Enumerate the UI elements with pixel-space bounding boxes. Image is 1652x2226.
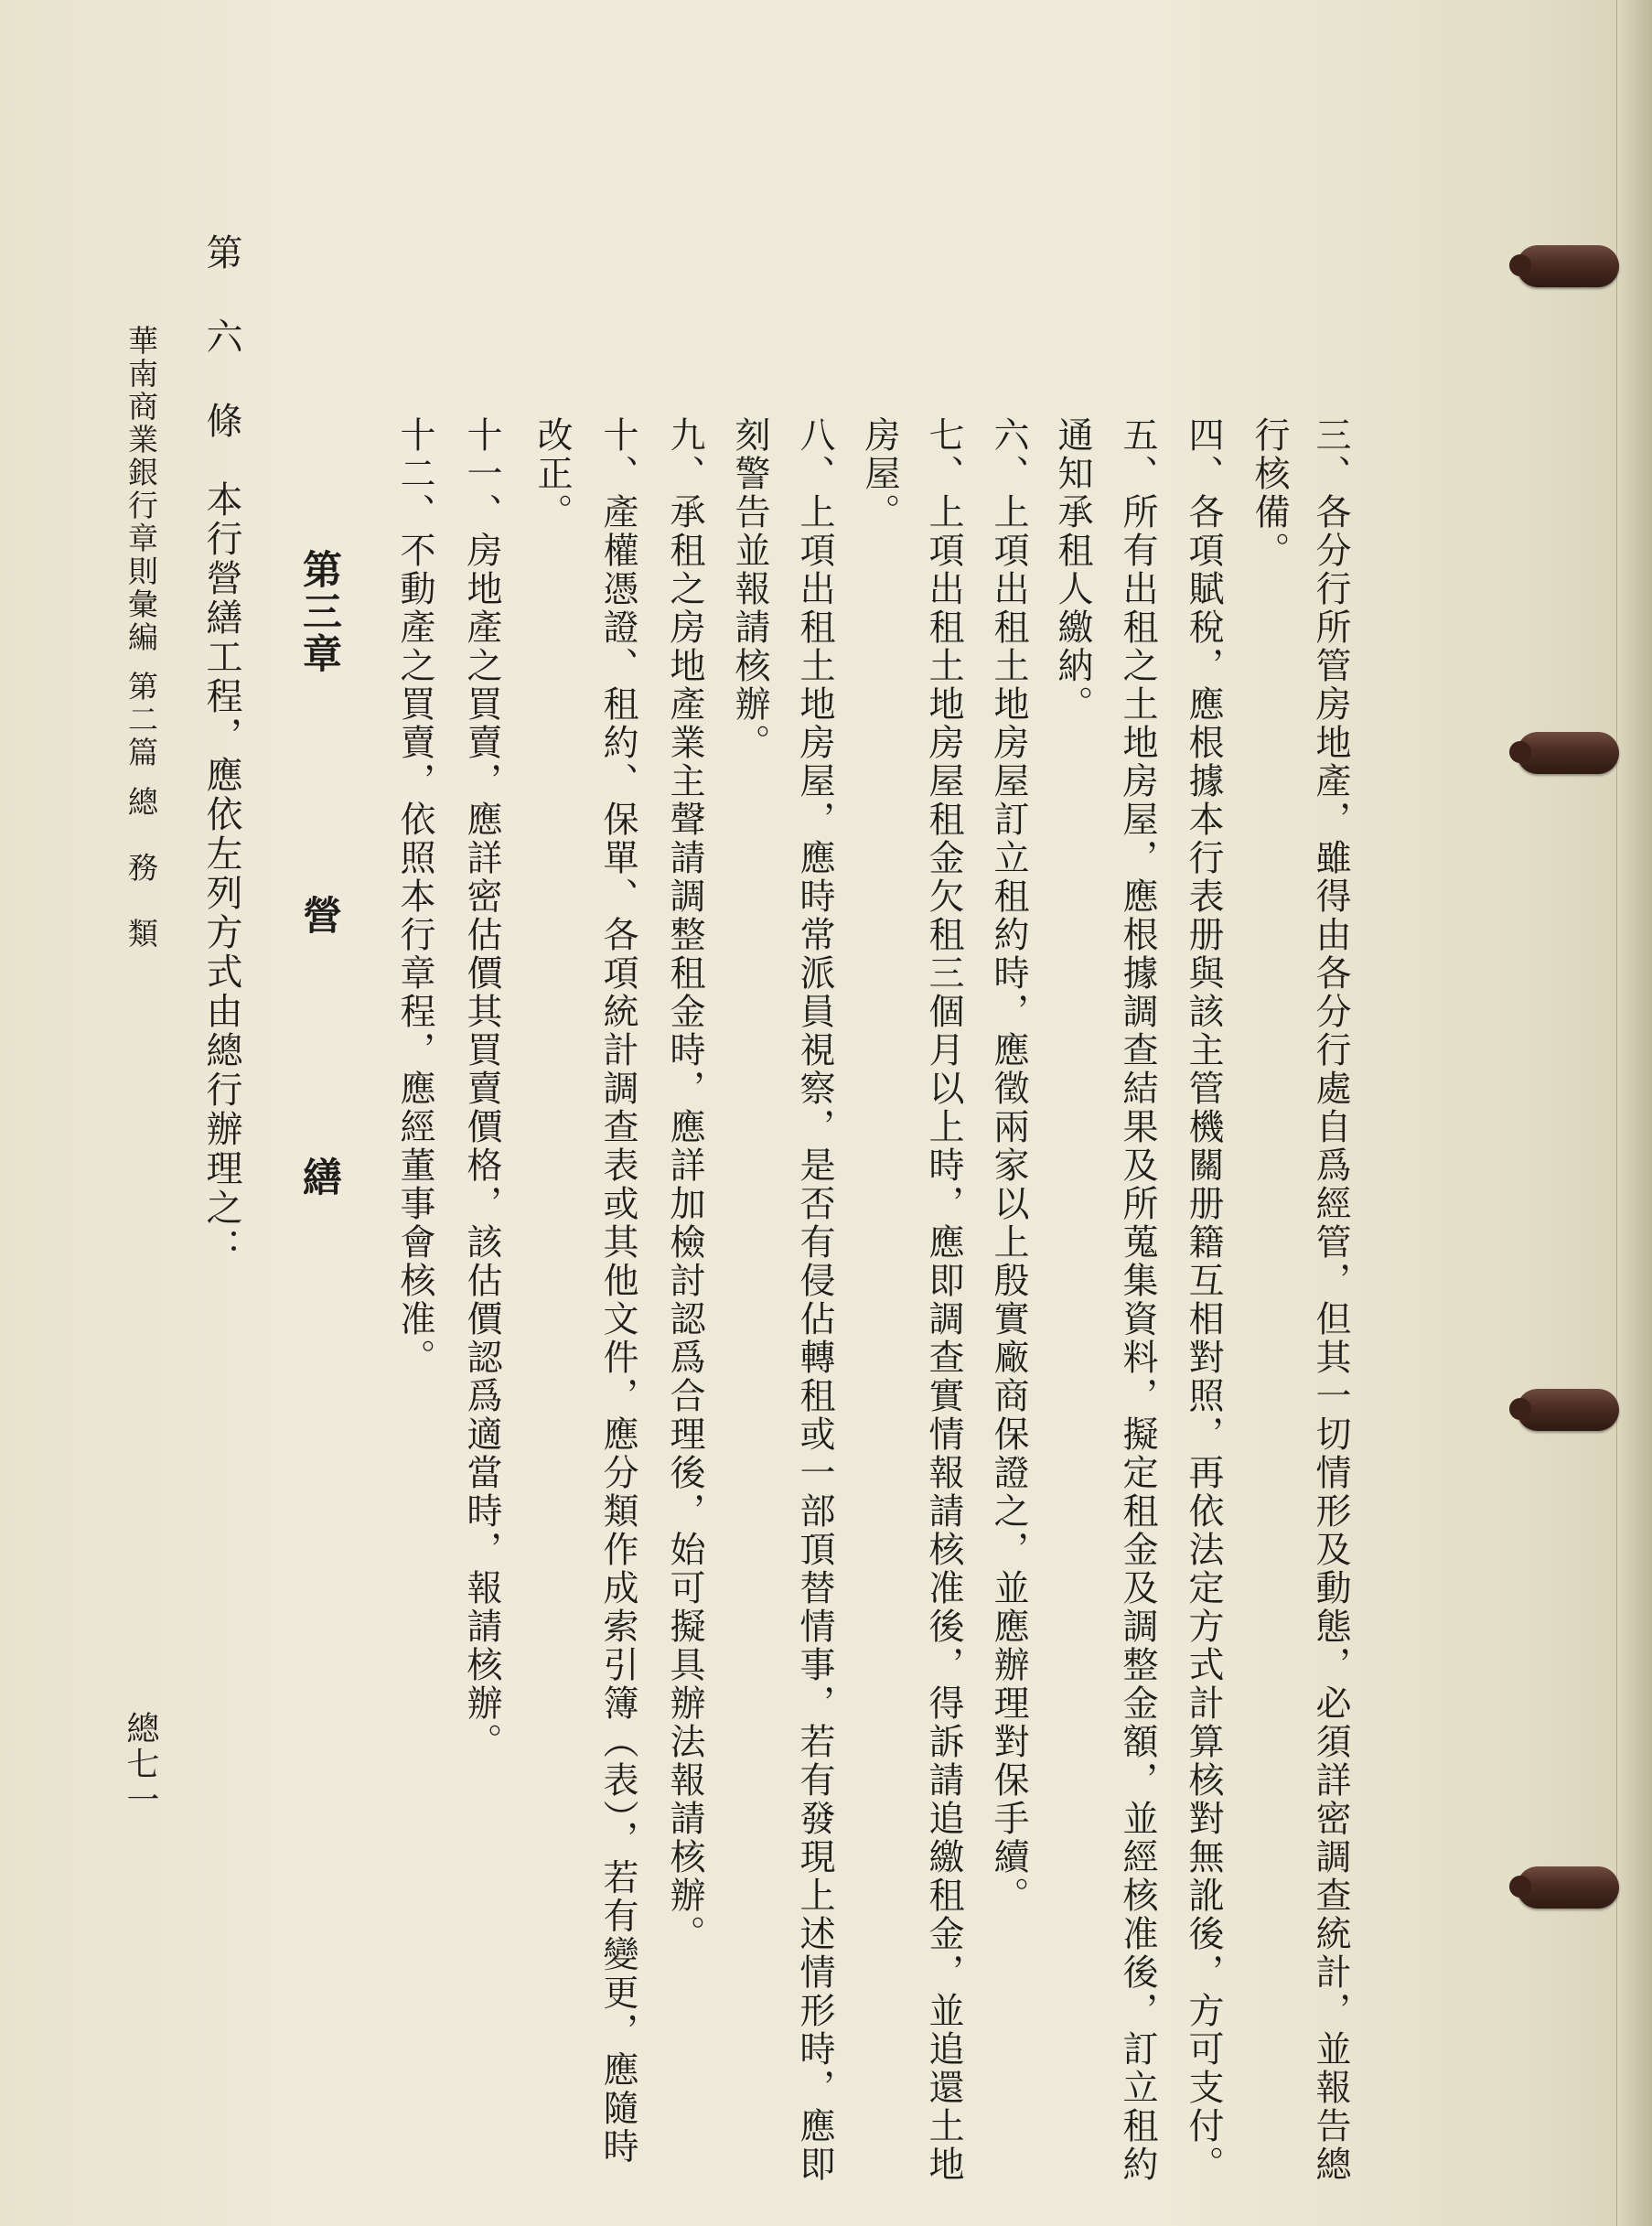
chapter-title-first: 營 <box>296 895 342 937</box>
text-column-item-3: 三、各分行所管房地產，雖得由各分行處自爲經管，但其一切情形及動態，必須詳密調查統計，並報告總 <box>1310 416 1351 2184</box>
chapter-number: 第三章 <box>296 549 342 675</box>
text-column-item-6: 六、上項出租土地房屋訂立租約時，應徵兩家以上殷實廠商保證之，並應辦理對保手續。 <box>988 416 1029 1915</box>
binding-thread <box>1517 732 1619 774</box>
chapter-title-second: 繕 <box>296 1156 342 1199</box>
binding-thread <box>1517 1866 1619 1909</box>
binding-thread <box>1517 1389 1619 1431</box>
part-title: 第二篇 <box>123 671 159 769</box>
text-column-item-4: 四、各項賦稅，應根據本行表册與該主管機關册籍互相對照，再依法定方式計算核對無訛後，方可支付。 <box>1183 416 1224 2184</box>
binding-thread <box>1517 245 1619 287</box>
category-title: 總 務 類 <box>123 786 159 951</box>
page-number: 總七一 <box>122 1711 159 1818</box>
text-column-item-10-cont: 改正。 <box>531 416 573 532</box>
text-column-item-10: 十、產權憑證、租約、保單、各項統計調查表或其他文件，應分類作成索引簿（表），若有變更，應隨時 <box>597 416 638 2167</box>
article-label: 第 六 條 <box>200 233 242 441</box>
text-column-item-5-cont: 通知承租人繳納。 <box>1052 416 1093 724</box>
article-six <box>200 233 242 1267</box>
text-column-item-12: 十二、不動產之買賣，依照本行章程，應經董事會核准。 <box>394 416 435 1377</box>
page-footer <box>123 325 159 951</box>
text-column-item-7-cont: 房屋。 <box>859 416 900 532</box>
text-column-item-8: 八、上項出租土地房屋，應時常派員視察，是否有侵佔轉租或一部頂替情事，若有發現上述情形時，應即 <box>794 416 835 2184</box>
text-column-item-8-cont: 刻警告並報請核辦。 <box>729 416 770 762</box>
article-text: 本行營繕工程，應依左列方式由總行辦理之： <box>200 480 242 1267</box>
text-column-item-5: 五、所有出租之土地房屋，應根據調查結果及所蒐集資料，擬定租金及調整金額，並經核准後，訂立租約 <box>1117 416 1158 2184</box>
page-edge <box>1616 0 1652 2226</box>
text-column-item-7: 七、上項出租土地房屋租金欠租三個月以上時，應即調查實情報請核准後，得訴請追繳租金，並追還土地 <box>923 416 964 2184</box>
text-column-item-3-cont: 行核備。 <box>1249 416 1290 570</box>
text-column-item-9: 九、承租之房地產業主聲請調整租金時，應詳加檢討認爲合理後，始可擬具辦法報請核辦。 <box>664 416 705 1953</box>
text-column-item-11: 十一、房地產之買賣，應詳密估價其買賣價格，該估價認爲適當時，報請核辦。 <box>461 416 502 1761</box>
chapter-heading <box>296 549 342 1199</box>
book-title: 華南商業銀行章則彙編 <box>123 325 159 654</box>
